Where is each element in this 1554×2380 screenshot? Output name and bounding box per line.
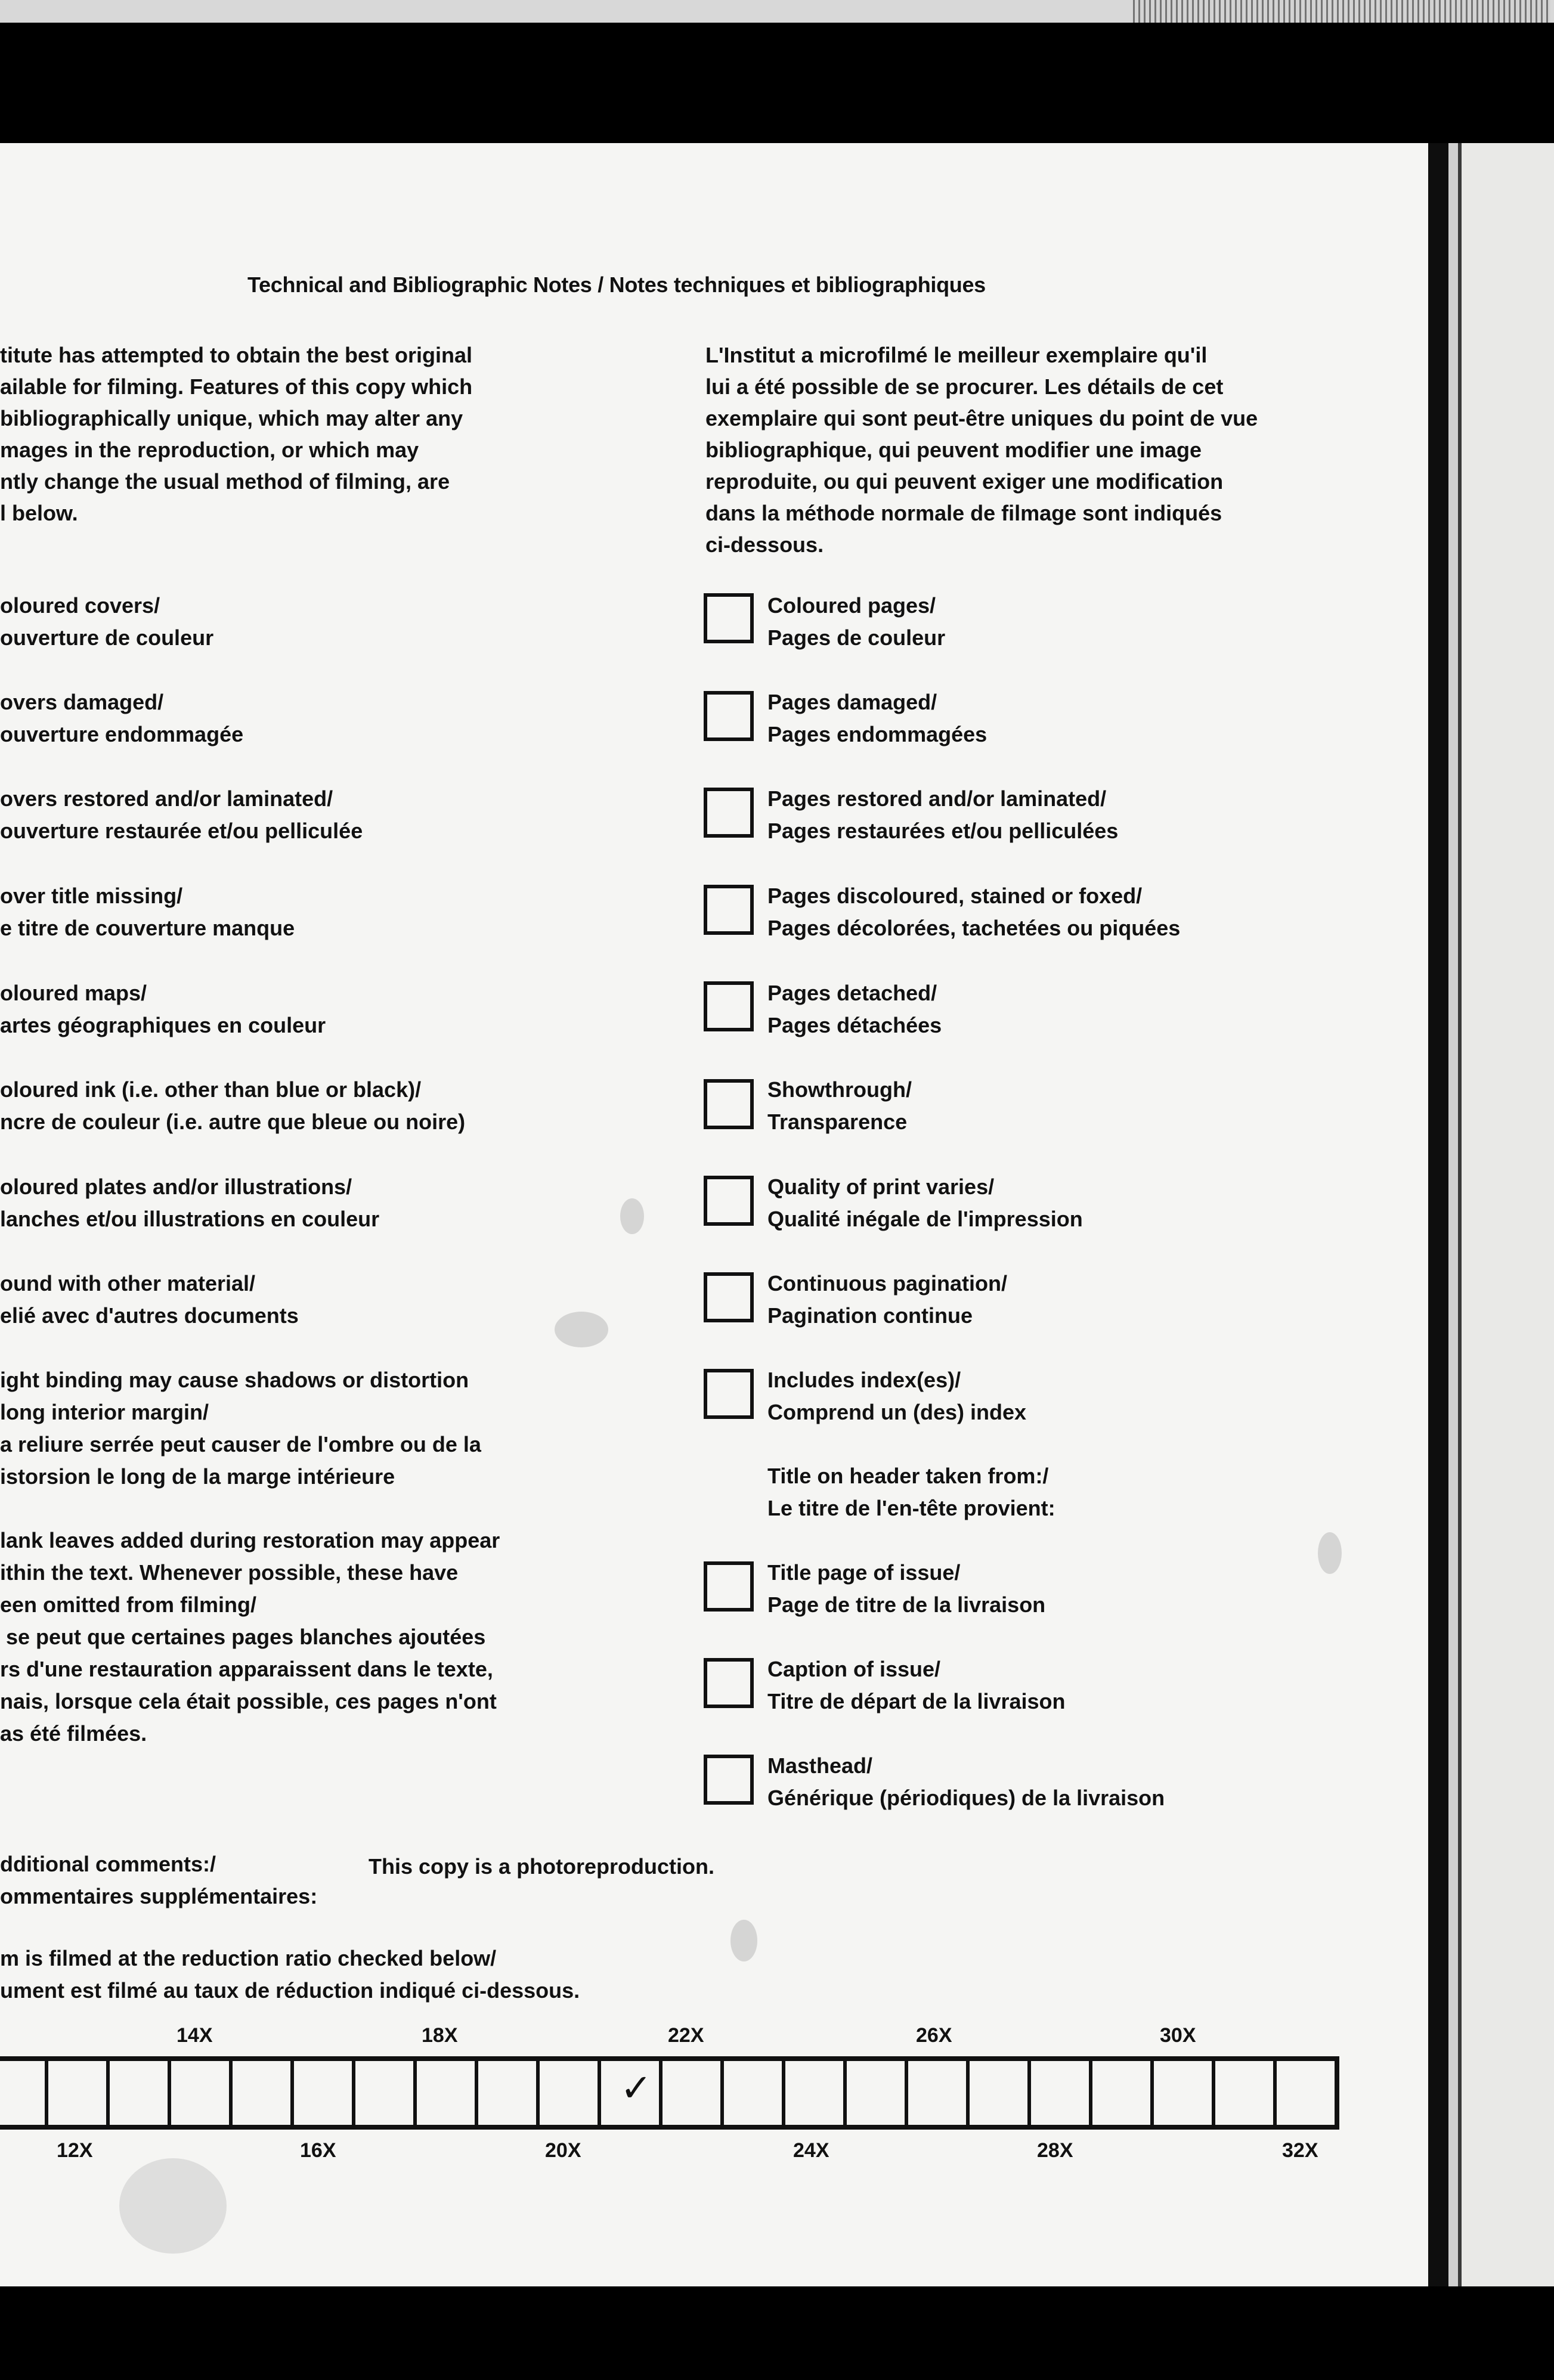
left-item-coloured-ink: oloured ink (i.e. other than blue or black)/ ncre de couleur (i.e. autre que bleue ou noire): [0, 1077, 466, 1134]
ratio-cell-divider: [168, 2061, 171, 2125]
ratio-cell-divider: [598, 2061, 601, 2125]
scan-noise: [1133, 0, 1550, 23]
ratio-cell-divider: [966, 2061, 970, 2125]
ratio-cell-divider: [905, 2061, 908, 2125]
additional-comments-label: dditional comments:/ ommentaires supplémentaires:: [0, 1852, 318, 1908]
checkbox-continuous-pagination[interactable]: [704, 1272, 754, 1322]
ratio-cell-divider: [1212, 2061, 1215, 2125]
ratio-label-24x: 24X: [793, 2139, 829, 2162]
ratio-cell-divider: [536, 2061, 540, 2125]
checkbox-pages-discoloured[interactable]: [704, 885, 754, 935]
checkbox-quality-of-print[interactable]: [704, 1176, 754, 1226]
left-item-bound-with: ound with other material/ elié avec d'autres documents: [0, 1271, 299, 1328]
left-item-coloured-maps: oloured maps/ artes géographiques en couleur: [0, 981, 326, 1037]
right-item-masthead: Masthead/ Générique (périodiques) de la livraison: [767, 1753, 1165, 1810]
ratio-cell-divider: [720, 2061, 724, 2125]
checkbox-includes-index[interactable]: [704, 1369, 754, 1419]
page-edge: [1428, 143, 1458, 2286]
right-item-pages-discoloured: Pages discoloured, stained or foxed/ Pages décolorées, tachetées ou piquées: [767, 884, 1181, 940]
intro-french: L'Institut a microfilmé le meilleur exemplaire qu'il lui a été possible de se procurer. Les détails de cet exemplaire qui sont peut-être uniques du point de vue bibliographique, qui peuvent modifier une image reproduite, ou qui peuvent exiger une modification dans la méthode normale de filmage sont indiqués ci-dessous.: [705, 343, 1258, 557]
ratio-label-20x: 20X: [545, 2139, 581, 2162]
checkbox-pages-detached[interactable]: [704, 981, 754, 1031]
checkmark-icon: ✓: [620, 2066, 652, 2109]
margin-stripe: [1458, 143, 1462, 2286]
reduction-ratio-scale: [0, 2056, 1339, 2130]
smudge: [119, 2158, 227, 2254]
ratio-label-14x: 14X: [177, 2024, 213, 2047]
smudge: [730, 1920, 757, 1961]
checkbox-masthead[interactable]: [704, 1755, 754, 1805]
ratio-cell-divider: [45, 2061, 48, 2125]
ratio-cell-divider: [1027, 2061, 1031, 2125]
ratio-cell-divider: [1089, 2061, 1092, 2125]
ratio-cell-divider: [106, 2061, 110, 2125]
right-item-continuous-pagination: Continuous pagination/ Pagination continue: [767, 1271, 1007, 1328]
ratio-cell-divider: [229, 2061, 233, 2125]
ratio-cell-divider: [1150, 2061, 1154, 2125]
intro-english: titute has attempted to obtain the best original ailable for filming. Features of this copy which bibliographically unique, which may alter any mages in the reproduction, or which may ntly change the usual method of filming, are l below.: [0, 343, 473, 525]
checkbox-coloured-pages[interactable]: [704, 593, 754, 643]
ratio-label-28x: 28X: [1037, 2139, 1073, 2162]
smudge: [620, 1198, 644, 1234]
right-item-title-on-header: Title on header taken from:/ Le titre de l'en-tête provient:: [767, 1464, 1055, 1520]
right-item-quality-of-print: Quality of print varies/ Qualité inégale de l'impression: [767, 1174, 1083, 1231]
left-item-covers-damaged: overs damaged/ ouverture endommagée: [0, 690, 244, 746]
checkbox-pages-damaged[interactable]: [704, 691, 754, 741]
left-item-coloured-covers: oloured covers/ ouverture de couleur: [0, 593, 214, 650]
photoreproduction-note: This copy is a photoreproduction.: [369, 1854, 715, 1879]
ratio-cell-divider: [290, 2061, 294, 2125]
ratio-label-22x: 22X: [668, 2024, 704, 2047]
checkbox-title-page[interactable]: [704, 1561, 754, 1612]
ratio-cell-divider: [1273, 2061, 1277, 2125]
right-item-coloured-pages: Coloured pages/ Pages de couleur: [767, 593, 946, 650]
ratio-label-16x: 16X: [300, 2139, 336, 2162]
checkbox-pages-restored[interactable]: [704, 788, 754, 838]
ratio-label-18x: 18X: [422, 2024, 458, 2047]
ratio-cell-divider: [659, 2061, 663, 2125]
right-item-showthrough: Showthrough/ Transparence: [767, 1077, 912, 1134]
ratio-cell-divider: [475, 2061, 478, 2125]
ratio-cell-divider: [782, 2061, 785, 2125]
left-item-blank-leaves: lank leaves added during restoration may appear ithin the text. Whenever possible, these have een omitted from filming/ se peut que certaines pages blanches ajoutées rs d'une restauration apparaissent dans le texte, nais, lorsque cela était possible, ces pages n'ont as été filmées.: [0, 1528, 500, 1746]
right-item-pages-detached: Pages detached/ Pages détachées: [767, 981, 942, 1037]
ratio-cell-divider: [413, 2061, 417, 2125]
right-item-pages-damaged: Pages damaged/ Pages endommagées: [767, 690, 987, 746]
right-item-includes-index: Includes index(es)/ Comprend un (des) index: [767, 1368, 1027, 1424]
reduction-ratio-note: m is filmed at the reduction ratio checked below/ ument est filmé au taux de réduction indiqué ci-dessous.: [0, 1946, 580, 2003]
right-item-pages-restored: Pages restored and/or laminated/ Pages restaurées et/ou pelliculées: [767, 786, 1119, 843]
scan-top-strip: [0, 0, 1554, 23]
page-title: Technical and Bibliographic Notes / Notes techniques et bibliographiques: [247, 272, 986, 297]
ratio-label-32x: 32X: [1282, 2139, 1318, 2162]
smudge: [555, 1312, 608, 1347]
right-item-caption: Caption of issue/ Titre de départ de la livraison: [767, 1657, 1066, 1713]
smudge: [1318, 1532, 1342, 1574]
ratio-label-30x: 30X: [1160, 2024, 1196, 2047]
left-item-covers-restored: overs restored and/or laminated/ ouverture restaurée et/ou pelliculée: [0, 786, 363, 843]
scan-bottom-band: [0, 2286, 1554, 2380]
ratio-label-12x: 12X: [57, 2139, 93, 2162]
ratio-cell-divider: [843, 2061, 847, 2125]
checkbox-showthrough[interactable]: [704, 1079, 754, 1129]
ratio-label-26x: 26X: [916, 2024, 952, 2047]
left-item-coloured-plates: oloured plates and/or illustrations/ lanches et/ou illustrations en couleur: [0, 1174, 380, 1231]
left-item-tight-binding: ight binding may cause shadows or distortion long interior margin/ a reliure serrée peut causer de l'ombre ou de la istorsion le long de la marge intérieure: [0, 1368, 481, 1489]
ratio-cell-divider: [352, 2061, 355, 2125]
left-item-cover-title-missing: over title missing/ e titre de couverture manque: [0, 884, 295, 940]
right-margin: [1458, 143, 1554, 2286]
right-item-title-page: Title page of issue/ Page de titre de la livraison: [767, 1560, 1046, 1617]
checkbox-caption[interactable]: [704, 1658, 754, 1708]
